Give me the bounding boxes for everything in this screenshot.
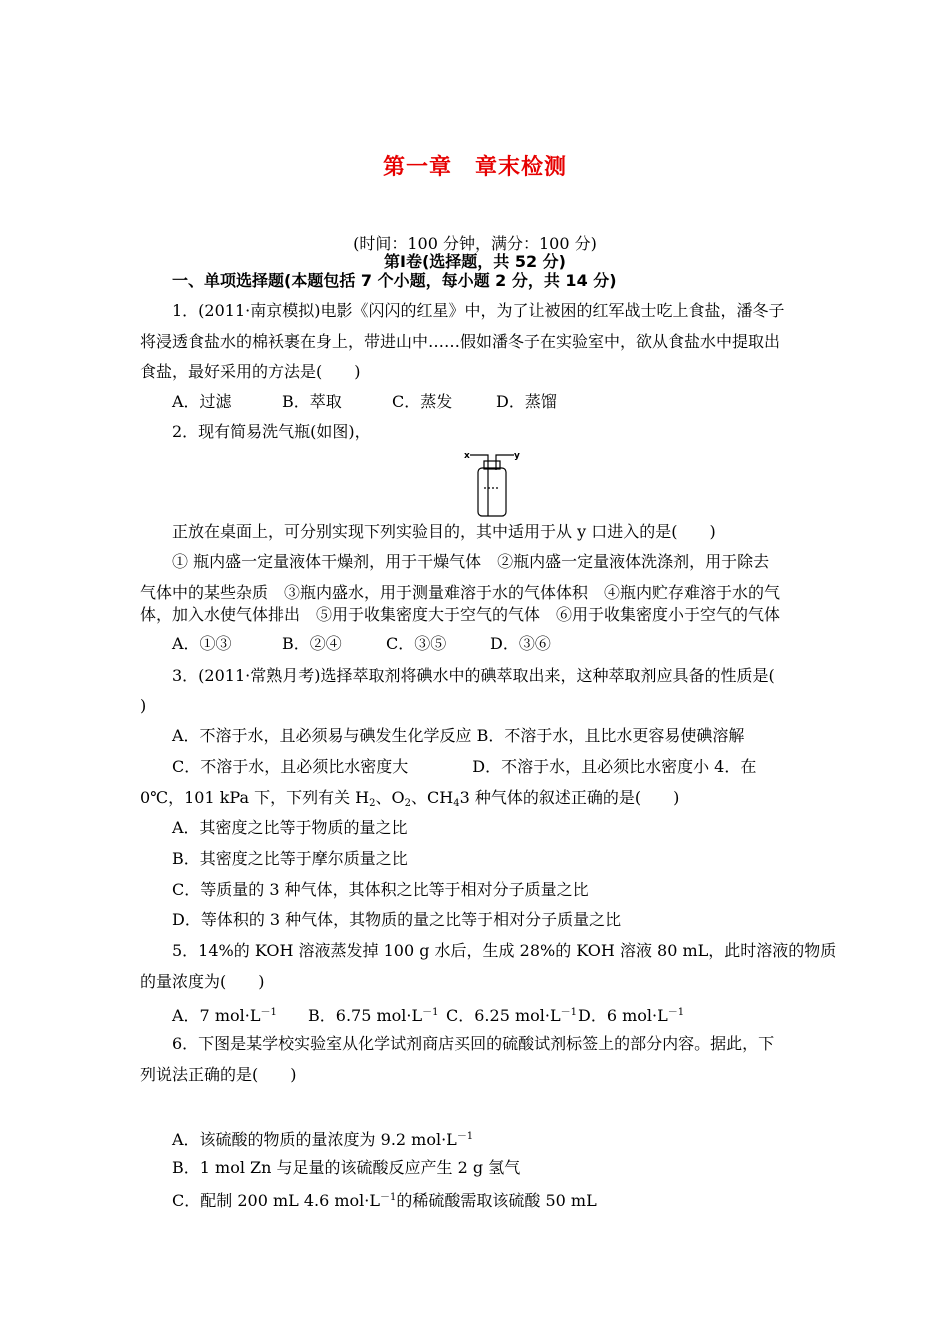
q4-option-c: C．等质量的 3 种气体，其体积之比等于相对分子质量之比	[172, 880, 589, 899]
h2-subscript: 2	[369, 798, 376, 809]
q3-option-ab: A．不溶于水，且必须易与碘发生化学反应 B．不溶于水，且比水更容易使碘溶解	[172, 726, 745, 745]
q3-line-2: )	[140, 696, 147, 715]
q2-line-4: 气体中的某些杂质 ③瓶内盛水，用于测量难溶于水的气体体积 ④瓶内贮存难溶于水的气	[140, 583, 781, 602]
q6-option-a: A．该硫酸的物质的量浓度为 9.2 $mol\cdot L^{-1}$	[172, 1130, 474, 1149]
q2-line-5: 体，加入水使气体排出 ⑤用于收集密度大于空气的气体 ⑥用于收集密度小于空气的气体	[140, 605, 781, 624]
q1-option-a: A．过滤	[172, 392, 232, 411]
q4-text-b: 、O	[375, 788, 405, 807]
o2-subscript: 2	[404, 798, 411, 809]
exam-time-info: (时间：100 分钟，满分：100 分)	[353, 234, 597, 253]
q2-options	[172, 634, 844, 654]
q5-line-2: 的量浓度为( )	[140, 972, 265, 991]
q3-line-1: 3．(2011·常熟月考)选择萃取剂将碘水中的碘萃取出来，这种萃取剂应具备的性质是(	[172, 666, 775, 685]
gas-washing-bottle-figure	[462, 452, 522, 518]
q2-option-b: B．②④	[282, 634, 342, 653]
q6-option-c: C．配制 200 mL 4.6 $mol\cdot L^{-1}$的稀硫酸需取该硫酸 50 mL	[172, 1191, 597, 1210]
q2-line-3: ① 瓶内盛一定量液体干燥剂，用于干燥气体 ②瓶内盛一定量液体洗涤剂，用于除去	[172, 552, 770, 571]
ch4-subscript: 4	[453, 798, 460, 809]
q5-line-1: 5．14%的 KOH 溶液蒸发掉 100 g 水后，生成 28%的 KOH 溶液 80 mL，此时溶液的物质	[172, 941, 837, 960]
chapter-title: 第一章 章末检测	[382, 155, 567, 180]
q5-option-d: D．6 $mol\cdot L^{-1}$	[578, 1006, 685, 1025]
q2-line-2: 正放在桌面上，可分别实现下列实验目的，其中适用于从 y 口进入的是( )	[172, 522, 716, 541]
q1-option-b: B．萃取	[282, 392, 342, 411]
q4-text-c: 、CH	[411, 788, 454, 807]
q2-option-c: C．③⑤	[386, 634, 447, 653]
q3-option-cd: C．不溶于水，且必须比水密度大 D．不溶于水，且必须比水密度小 4．在	[172, 757, 757, 776]
q1-option-c: C．蒸发	[392, 392, 453, 411]
q6-line-2: 列说法正确的是( )	[140, 1065, 297, 1084]
volume-heading: 第Ⅰ卷(选择题，共 52 分)	[384, 252, 566, 271]
q4-option-a: A．其密度之比等于物质的量之比	[172, 818, 408, 837]
long-tube	[470, 455, 488, 516]
q4-line-1	[140, 788, 812, 814]
q2-option-d: D．③⑥	[490, 634, 551, 653]
q5-options	[172, 1003, 844, 1026]
q2-line-1: 2．现有简易洗气瓶(如图)，	[172, 422, 371, 441]
q1-option-d: D．蒸馏	[496, 392, 557, 411]
section-heading: 一、单项选择题(本题包括 7 个小题，每小题 2 分，共 14 分)	[172, 271, 617, 290]
q6-line-1: 6．下图是某学校实验室从化学试剂商店买回的硫酸试剂标签上的部分内容。据此，下	[172, 1034, 775, 1053]
q1-line-2: 将浸透食盐水的棉袄裹在身上，带进山中……假如潘冬子在实验室中，欲从食盐水中提取出	[140, 332, 781, 351]
q2-option-a: A．①③	[172, 634, 232, 653]
q6-option-b: B．1 mol Zn 与足量的该硫酸反应产生 2 g 氢气	[172, 1158, 521, 1177]
q4-text-a: 0℃，101 kPa 下，下列有关 H	[140, 788, 370, 807]
q5-option-a: A．7 $mol\cdot L^{-1}$	[172, 1006, 277, 1025]
inlet-label-x: x	[464, 452, 470, 461]
q1-line-3: 食盐，最好采用的方法是( )	[140, 362, 361, 381]
q1-options	[172, 392, 844, 412]
inlet-label-y: y	[514, 452, 520, 461]
q4-text-d: 3 种气体的叙述正确的是( )	[459, 788, 680, 807]
bottle-body	[478, 468, 506, 516]
q4-option-b: B．其密度之比等于摩尔质量之比	[172, 849, 408, 868]
q4-option-d: D．等体积的 3 种气体，其物质的量之比等于相对分子质量之比	[172, 910, 622, 929]
q5-option-b: B．6.75 $mol\cdot L^{-1}$	[308, 1006, 439, 1025]
q1-line-1: 1．(2011·南京模拟)电影《闪闪的红星》中，为了让被困的红军战士吃上食盐，潘冬子	[172, 301, 785, 320]
q5-option-c: C．6.25 $mol\cdot L^{-1}$	[446, 1006, 577, 1025]
